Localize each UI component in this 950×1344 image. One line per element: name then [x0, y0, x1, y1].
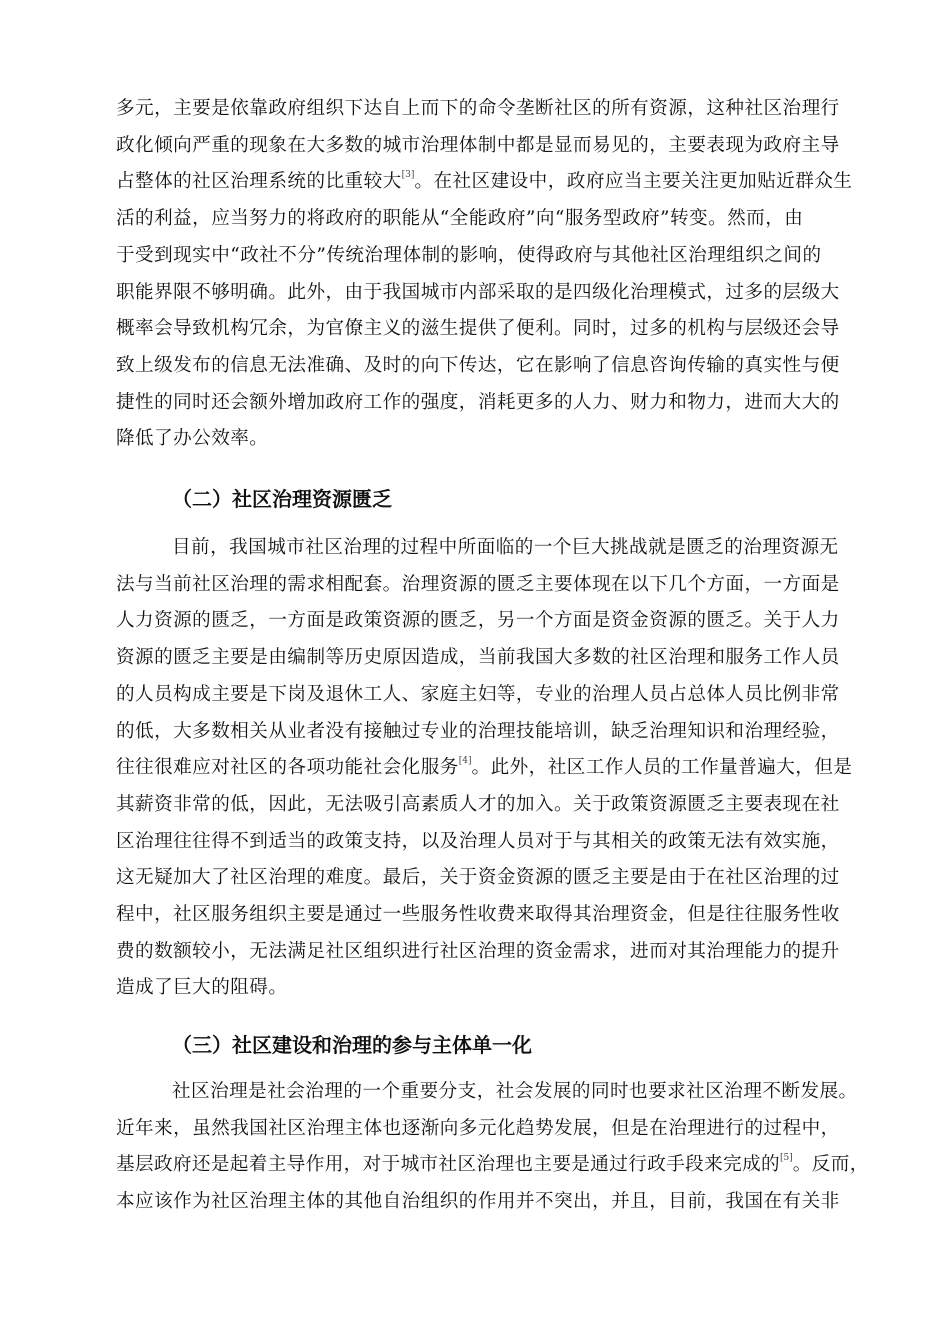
text-line: [116, 1153, 869, 1176]
text-line: 造成了巨大的阻碍。: [116, 977, 288, 999]
text-line: 的低，大多数相关从业者没有接触过专业的治理技能培训，缺乏治理知识和治理经验，: [116, 720, 840, 742]
text-segment: 往往很难应对社区的各项功能社会化服务: [116, 757, 459, 779]
text-line: 法与当前社区治理的需求相配套。治理资源的匮乏主要体现在以下几个方面，一方面是: [116, 573, 840, 595]
text-segment: 。在社区建设中，政府应当主要关注更加贴近群众生: [414, 171, 853, 193]
citation-marker: [3]: [401, 170, 415, 181]
text-line: [116, 756, 853, 779]
text-line: 目前，我国城市社区治理的过程中所面临的一个巨大挑战就是匮乏的治理资源无: [172, 537, 839, 558]
section-heading-2: （二）社区治理资源匮乏: [172, 487, 392, 511]
text-line: 人力资源的匮乏，一方面是政策资源的匮乏，另一个方面是资金资源的匮乏。关于人力: [116, 610, 840, 632]
text-line: 活的利益，应当努力的将政府的职能从“全能政府”向“服务型政府”转变。然而，由: [116, 208, 804, 230]
citation-marker: [4]: [458, 756, 472, 767]
text-line: 这无疑加大了社区治理的难度。最后，关于资金资源的匮乏主要是由于在社区治理的过: [116, 867, 840, 889]
text-line: 社区治理是社会治理的一个重要分支，社会发展的同时也要求社区治理不断发展。: [172, 1081, 858, 1102]
text-segment: 。反而，: [792, 1154, 869, 1176]
text-line: 概率会导致机构冗余，为官僚主义的滋生提供了便利。同时，过多的机构与层级还会导: [116, 318, 840, 340]
text-line: 职能界限不够明确。此外，由于我国城市内部采取的是四级化治理模式，过多的层级大: [116, 281, 840, 303]
section-heading-3: （三）社区建设和治理的参与主体单一化: [172, 1033, 532, 1057]
text-line: [116, 170, 853, 193]
text-segment: 基层政府还是起着主导作用，对于城市社区治理也主要是通过行政手段来完成的: [116, 1154, 781, 1176]
text-line: 费的数额较小，无法满足社区组织进行社区治理的资金需求，进而对其治理能力的提升: [116, 940, 840, 962]
text-line: 于受到现实中“政社不分”传统治理体制的影响，使得政府与其他社区治理组织之间的: [116, 244, 822, 266]
text-line: 降低了办公效率。: [116, 428, 269, 450]
text-segment: 。此外，社区工作人员的工作量普遍大，但是: [471, 757, 853, 779]
text-segment: 占整体的社区治理系统的比重较大: [116, 171, 402, 193]
text-line: 近年来，虽然我国社区治理主体也逐渐向多元化趋势发展，但是在治理进行的过程中，: [116, 1117, 840, 1139]
text-line: 致上级发布的信息无法准确、及时的向下传达，它在影响了信息咨询传输的真实性与便: [116, 354, 840, 376]
text-line: 政化倾向严重的现象在大多数的城市治理体制中都是显而易见的，主要表现为政府主导: [116, 134, 840, 156]
text-line: 程中，社区服务组织主要是通过一些服务性收费来取得其治理资金，但是往往服务性收: [116, 904, 840, 925]
text-line: 资源的匮乏主要是由编制等历史原因造成，当前我国大多数的社区治理和服务工作人员: [116, 647, 840, 669]
text-line: 捷性的同时还会额外增加政府工作的强度，消耗更多的人力、财力和物力，进而大大的: [116, 391, 840, 413]
text-line: 多元，主要是依靠政府组织下达自上而下的命令垄断社区的所有资源，这种社区治理行: [116, 98, 840, 119]
text-line: 其薪资非常的低，因此，无法吸引高素质人才的加入。关于政策资源匮乏主要表现在社: [116, 793, 840, 815]
citation-marker: [5]: [780, 1153, 793, 1164]
text-line: 本应该作为社区治理主体的其他自治组织的作用并不突出，并且，目前，我国在有关非: [116, 1191, 840, 1213]
text-line: 的人员构成主要是下岗及退休工人、家庭主妇等，专业的治理人员占总体人员比例非常: [116, 683, 840, 705]
text-line: 区治理往往得不到适当的政策支持，以及治理人员对于与其相关的政策无法有效实施，: [116, 830, 840, 852]
